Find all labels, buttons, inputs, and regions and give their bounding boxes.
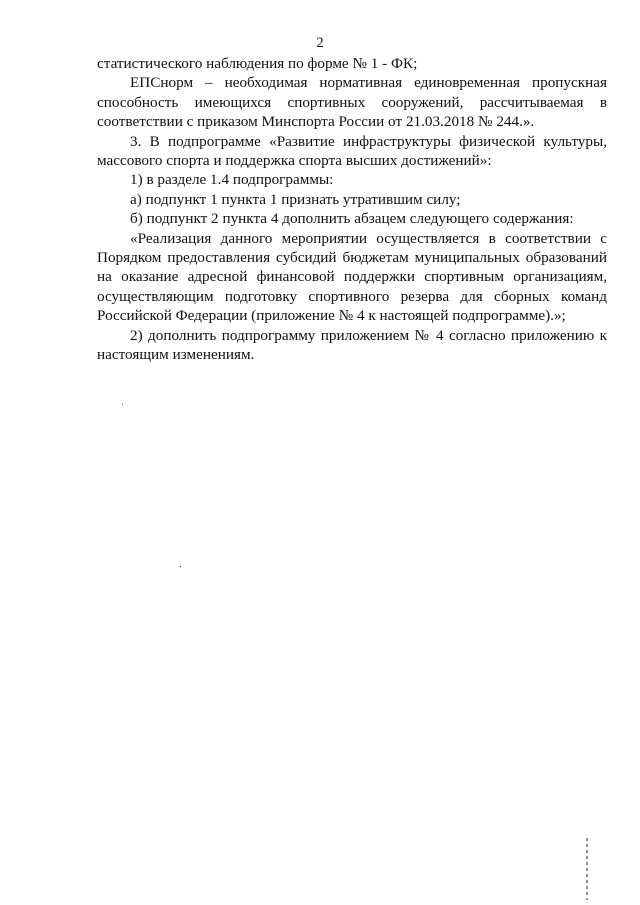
paragraph-subitem-a: а) подпункт 1 пункта 1 признать утратившим силу;: [130, 190, 461, 208]
paragraph-subitem-2: 2) дополнить подпрограмму приложением № 4 согласно приложению к настоящим изменениям.: [97, 326, 607, 364]
page-number: 2: [316, 35, 324, 51]
paragraph-epsnorm-definition: ЕПСнорм – необходимая нормативная единовременная пропускная способность имеющихся спортивных сооружений, рассчитываемая в соответствии с приказом Минспорта России от 21.03.2018 № 244.».: [97, 74, 607, 131]
paragraph-continuation: статистического наблюдения по форме № 1 - ФК;: [97, 55, 418, 72]
scan-speck: [122, 404, 123, 405]
scan-edge-mark: [586, 838, 588, 900]
paragraph-subitem-1: 1) в разделе 1.4 подпрограммы:: [130, 171, 334, 189]
paragraph-subitem-b: б) подпункт 2 пункта 4 дополнить абзацем следующего содержания:: [130, 210, 574, 228]
document-body: [97, 54, 607, 365]
paragraph-item-3: 3. В подпрограмме «Развитие инфраструктуры физической культуры, массового спорта и поддержка спорта высших достижений»:: [97, 132, 607, 170]
paragraph-quoted-text: «Реализация данного мероприятии осуществляется в соответствии с Порядком предоставления субсидий бюджетам муниципальных образований на оказание адресной финансовой поддержки спортивным организациям, осуществляющим подготовку спортивного резерва для сборных команд Российской Федерации (приложение № 4 к настоящей подпрограмме).»;: [97, 229, 607, 325]
scan-speck: [180, 566, 181, 567]
